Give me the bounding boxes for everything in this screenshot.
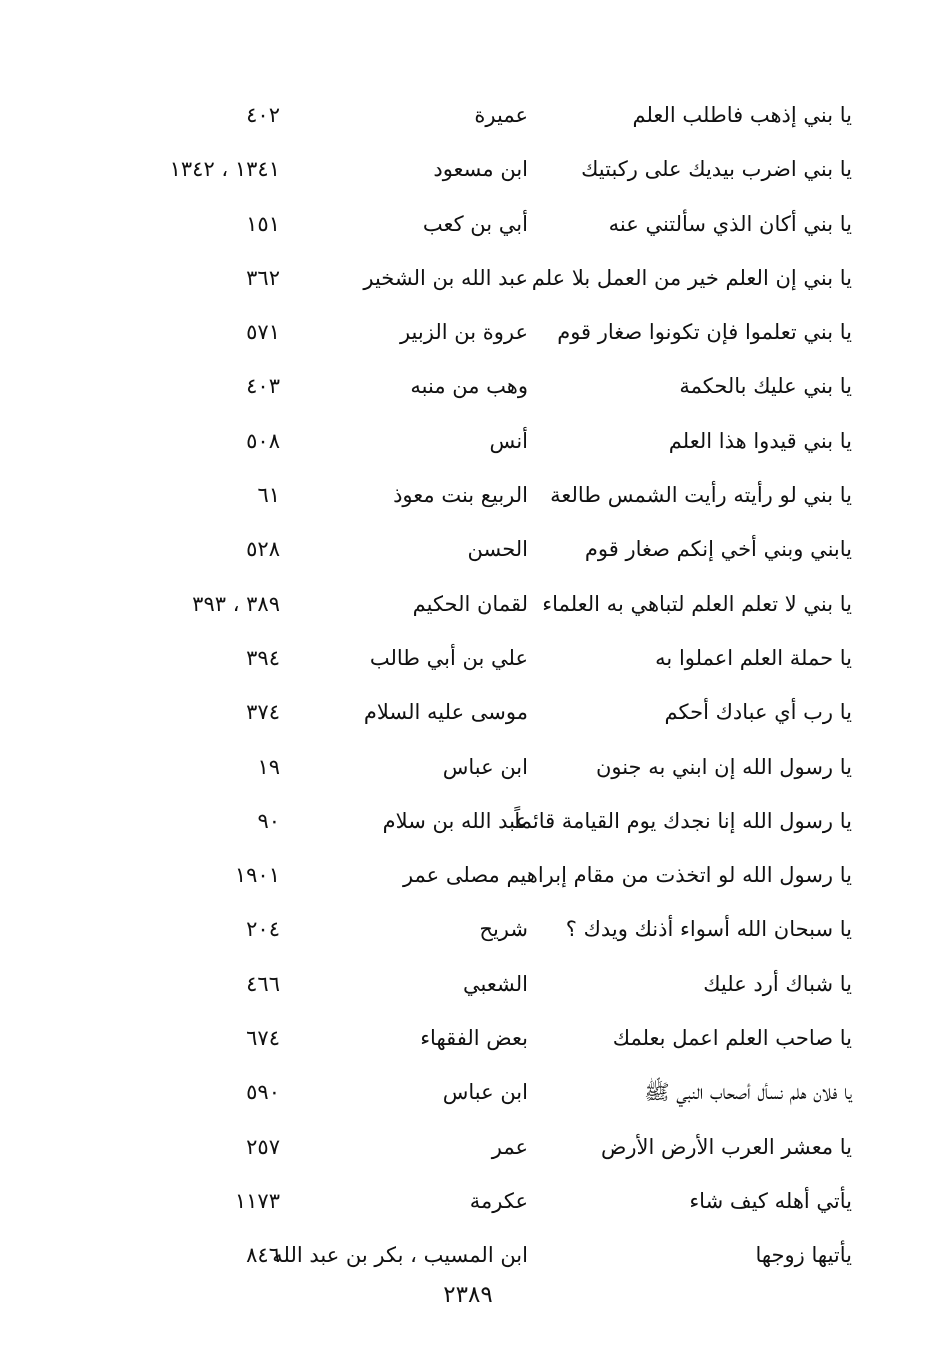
index-row bbox=[0, 92, 936, 146]
row-text: يا صاحب العلم اعمل بعلمك bbox=[612, 1026, 852, 1051]
row-pages: ٢٥٧ bbox=[246, 1134, 280, 1159]
row-pages: ١٩٠١ bbox=[234, 863, 280, 888]
row-text: يا بني قيدوا هذا العلم bbox=[668, 428, 852, 453]
row-pages: ١١٧٣ bbox=[234, 1188, 280, 1213]
row-text: يا حملة العلم اعملوا به bbox=[655, 645, 852, 670]
row-pages: ٦٧٤ bbox=[246, 1026, 280, 1051]
row-narrator: علي بن أبي طالب bbox=[369, 645, 528, 670]
index-row bbox=[0, 1232, 936, 1286]
row-narrator: عبد الله بن الشخير bbox=[363, 265, 528, 290]
row-text: يا بني لو رأيته رأيت الشمس طالعة bbox=[550, 483, 852, 508]
index-row bbox=[0, 798, 936, 852]
index-row bbox=[0, 852, 936, 906]
row-text: يا بني لا تعلم العلم لتباهي به العلماء bbox=[542, 591, 852, 616]
row-pages: ٢٠٤ bbox=[246, 917, 280, 942]
row-pages: ٣٦٢ bbox=[246, 265, 280, 290]
row-pages: ١٩ bbox=[257, 754, 280, 779]
index-row bbox=[0, 526, 936, 580]
row-pages: ١٣٤١ ، ١٣٤٢ bbox=[169, 157, 280, 182]
index-row bbox=[0, 309, 936, 363]
index-row bbox=[0, 689, 936, 743]
row-narrator: شريح bbox=[479, 917, 528, 942]
row-pages: ٥٠٨ bbox=[246, 428, 280, 453]
row-narrator: عروة بن الزبير bbox=[399, 320, 528, 345]
row-narrator: عكرمة bbox=[469, 1188, 528, 1213]
index-row bbox=[0, 1124, 936, 1178]
row-narrator: أبي بن كعب bbox=[422, 211, 528, 236]
row-narrator: ابن عباس bbox=[442, 1080, 528, 1105]
index-row bbox=[0, 1015, 936, 1069]
index-row bbox=[0, 961, 936, 1015]
index-row bbox=[0, 418, 936, 472]
row-text: يابني وبني أخي إنكم صغار قوم bbox=[584, 537, 852, 562]
row-pages: ٣٧٤ bbox=[246, 700, 280, 725]
row-text: يأتيها زوجها bbox=[755, 1243, 852, 1268]
row-text: يا رب أي عبادك أحكم bbox=[664, 700, 852, 725]
page-number: ٢٣٨٩ bbox=[443, 1282, 493, 1308]
index-row bbox=[0, 744, 936, 798]
row-narrator: عبد الله بن سلام bbox=[382, 808, 528, 833]
index-row bbox=[0, 1178, 936, 1232]
row-text: يا بني عليك بالحكمة bbox=[679, 374, 852, 399]
row-narrator: الربيع بنت معوذ bbox=[393, 483, 528, 508]
index-row bbox=[0, 635, 936, 689]
row-text: يأتي أهله كيف شاء bbox=[689, 1188, 852, 1213]
row-narrator: ابن المسيب ، بكر بن عبد الله bbox=[272, 1243, 528, 1268]
row-text: يا بني أكان الذي سألتني عنه bbox=[608, 211, 852, 236]
row-text: يا معشر العرب الأرض الأرض bbox=[600, 1134, 852, 1159]
row-pages: ٥٩٠ bbox=[246, 1080, 280, 1105]
row-pages: ٥٢٨ bbox=[246, 537, 280, 562]
row-narrator: الحسن bbox=[467, 537, 528, 562]
row-pages: ٨٤٦ bbox=[246, 1243, 280, 1268]
row-text: يا بني اضرب بيديك على ركبتيك bbox=[581, 157, 852, 182]
row-pages: ٣٩٤ bbox=[246, 645, 280, 670]
row-narrator: عمر bbox=[491, 1134, 528, 1159]
row-text: يا سبحان الله أسواء أذنك ويدك ؟ bbox=[565, 917, 852, 942]
index-row bbox=[0, 1069, 936, 1123]
row-text: يا رسول الله إن ابني به جنون bbox=[595, 754, 852, 779]
index-row bbox=[0, 255, 936, 309]
row-narrator: ابن مسعود bbox=[433, 157, 528, 182]
row-narrator: ابن عباس bbox=[442, 754, 528, 779]
index-row bbox=[0, 201, 936, 255]
index-row bbox=[0, 581, 936, 635]
row-narrator: بعض الفقهاء bbox=[420, 1026, 528, 1051]
row-text: يا بني إذهب فاطلب العلم bbox=[632, 103, 852, 127]
row-pages: ٣٨٩ ، ٣٩٣ bbox=[192, 591, 280, 616]
row-pages: ٤٠٣ bbox=[246, 374, 280, 399]
row-text: يا رسول الله إنا نجدك يوم القيامة قائماً bbox=[514, 808, 852, 833]
row-narrator: أنس bbox=[489, 428, 528, 453]
row-pages: ٥٧١ bbox=[246, 320, 280, 345]
row-narrator: موسى عليه السلام bbox=[363, 700, 528, 725]
row-text: يا بني تعلموا فإن تكونوا صغار قوم bbox=[557, 320, 852, 345]
row-text: يا شباك أرد عليك bbox=[703, 971, 852, 996]
row-text: يا بني إن العلم خير من العمل بلا علم bbox=[531, 265, 852, 290]
row-narrator: لقمان الحكيم bbox=[412, 591, 528, 616]
row-pages: ٤٠٢ bbox=[246, 103, 280, 127]
row-pages: ١٥١ bbox=[246, 211, 280, 236]
index-row bbox=[0, 906, 936, 960]
row-text: يا فلان هلم نسأل أصحاب النبي ﷺ bbox=[644, 1080, 852, 1105]
row-pages: ٦١ bbox=[257, 483, 280, 508]
row-pages: ٤٦٦ bbox=[246, 971, 280, 996]
row-narrator: وهب من منبه bbox=[410, 374, 528, 399]
row-narrator: عميرة bbox=[474, 103, 528, 127]
row-text: يا رسول الله لو اتخذت من مقام إبراهيم مصلى عمر bbox=[402, 863, 852, 888]
index-row bbox=[0, 472, 936, 526]
row-narrator: الشعبي bbox=[463, 971, 528, 996]
row-pages: ٩٠ bbox=[257, 808, 280, 833]
index-row bbox=[0, 146, 936, 200]
index-row bbox=[0, 363, 936, 417]
index-table bbox=[0, 92, 936, 1287]
